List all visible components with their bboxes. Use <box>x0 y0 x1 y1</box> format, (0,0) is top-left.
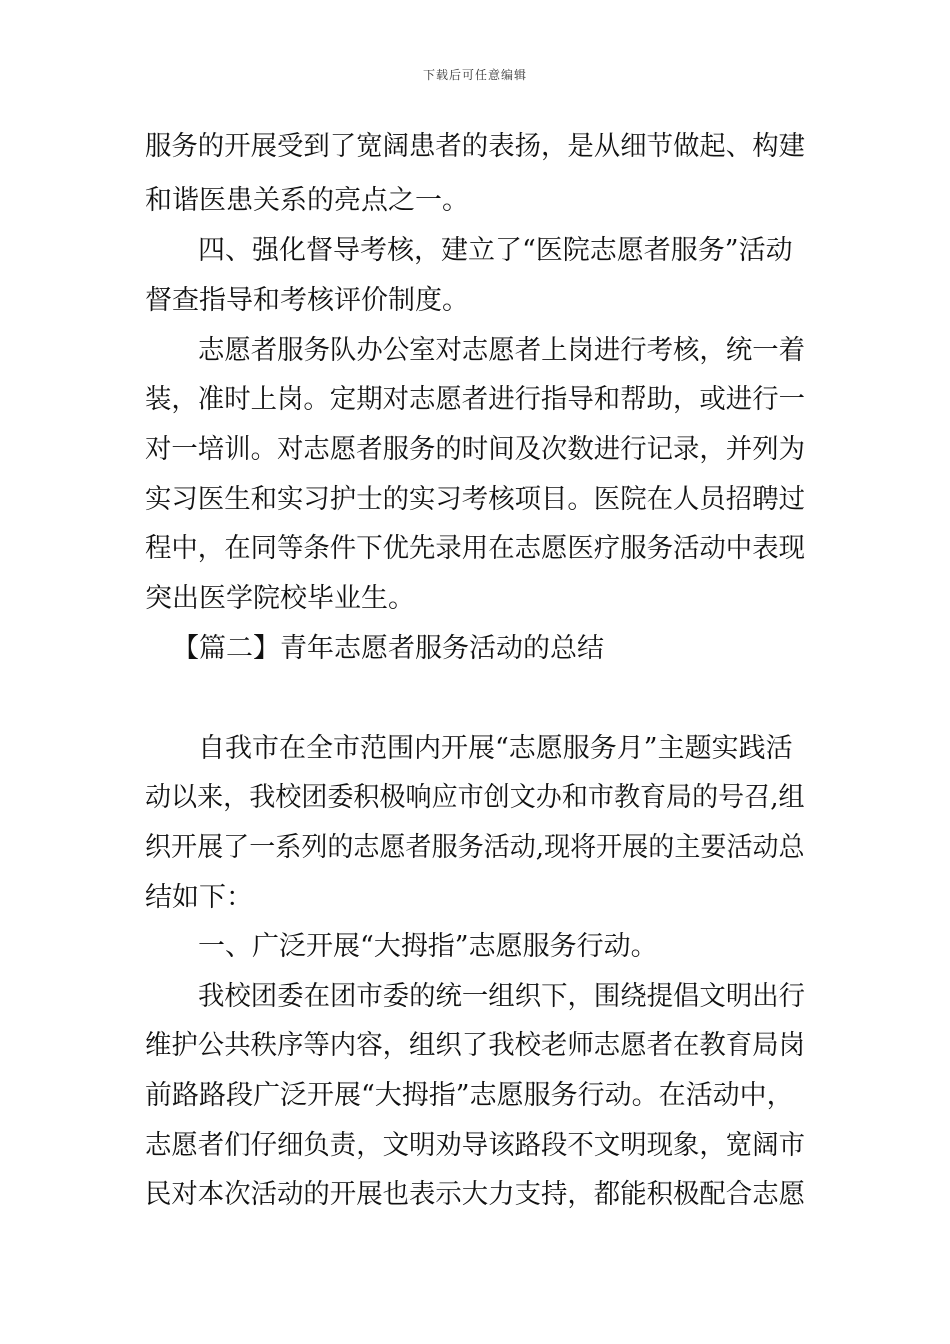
text-line: 实习医生和实习护士的实习考核项目。医院在人员招聘过 <box>145 484 805 515</box>
text-line: 志愿者服务队办公室对志愿者上岗进行考核，统一着 <box>198 335 805 366</box>
text-line: 对一培训。对志愿者服务的时间及次数进行记录，并列为 <box>145 434 805 465</box>
text-line: 自我市在全市范围内开展“志愿服务月”主题实践活 <box>198 733 793 764</box>
text-line: 服务的开展受到了宽阔患者的表扬，是从细节做起、构建 <box>145 131 805 162</box>
text-line: 志愿者们仔细负责，文明劝导该路段不文明现象，宽阔市 <box>145 1130 805 1161</box>
text-line: 督查指导和考核评价制度。 <box>145 285 469 316</box>
page-header: 下载后可任意编辑 <box>422 68 527 82</box>
text-line: 前路路段广泛开展“大拇指”志愿服务行动。在活动中， <box>145 1080 794 1111</box>
text-line: 装，准时上岗。定期对志愿者进行指导和帮助，或进行一 <box>145 384 805 415</box>
section-heading: 【篇二】青年志愿者服务活动的总结 <box>172 633 604 664</box>
text-line: 一、广泛开展“大拇指”志愿服务行动。 <box>198 931 658 962</box>
text-line: 民对本次活动的开展也表示大力支持，都能积极配合志愿 <box>145 1179 805 1210</box>
text-line: 维护公共秩序等内容，组织了我校老师志愿者在教育局岗 <box>145 1030 805 1061</box>
text-line: 突出医学院校毕业生。 <box>145 583 415 614</box>
text-line: 织开展了一系列的志愿者服务活动,现将开展的主要活动总 <box>145 832 805 863</box>
text-line: 四、强化督导考核，建立了“医院志愿者服务”活动 <box>198 235 793 266</box>
text-line: 结如下： <box>145 882 253 913</box>
text-line: 和谐医患关系的亮点之一。 <box>145 185 469 216</box>
text-line: 我校团委在团市委的统一组织下，围绕提倡文明出行 <box>198 981 805 1012</box>
text-line: 程中，在同等条件下优先录用在志愿医疗服务活动中表现 <box>145 533 805 564</box>
text-line: 动以来，我校团委积极响应市创文办和市教育局的号召,组 <box>145 782 805 813</box>
